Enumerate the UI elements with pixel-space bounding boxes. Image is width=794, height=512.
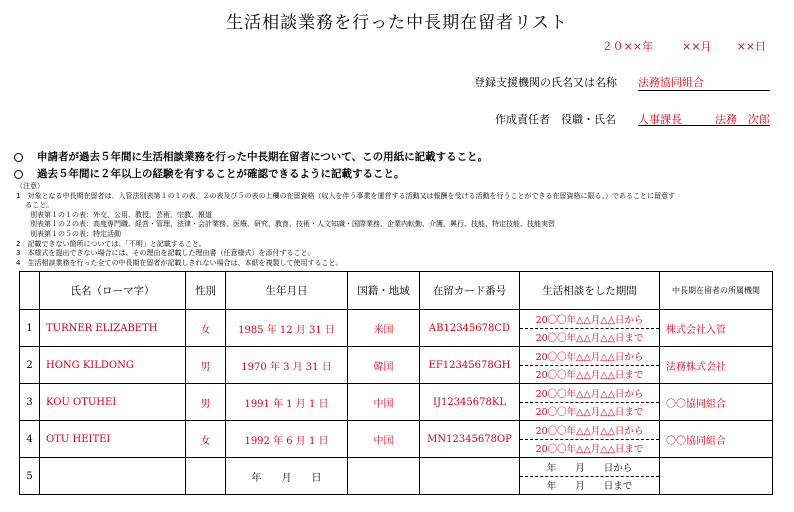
header-period: 生活相談をした期間 xyxy=(520,272,660,310)
row-number: 1 xyxy=(20,310,40,347)
row-nationality: 中国 xyxy=(348,421,420,458)
row-dob: 1992 年 6 月 1 日 xyxy=(226,421,348,458)
responsible-name: 法務 次郎 xyxy=(715,113,770,126)
note-line: 2 記載できない箇所については、「不明」と記載すること。 xyxy=(16,239,206,248)
date-day: ××日 xyxy=(736,40,766,53)
org-value: 法務協同組合 xyxy=(638,74,770,91)
note-line: 別表第１の２の表：高度専門職、経営・管理、法律・会計業務、医療、研究、教育、技術・人文知識・国際業務、企業内転勤、介護、興行、技能、特定技能、技能実習 xyxy=(16,220,555,229)
row-name: OTU HEITEI xyxy=(40,421,186,458)
date-month: ××月 xyxy=(682,40,712,53)
period-from: 20〇〇年△△月△△日から xyxy=(520,347,659,366)
row-period xyxy=(520,384,660,421)
row-name: KOU OTUHEI xyxy=(40,384,186,421)
row-period xyxy=(520,347,660,384)
header-name: 氏名（ローマ字） xyxy=(40,272,186,310)
period-from: 20〇〇年△△月△△日から xyxy=(520,384,659,403)
period-to: 年 月 日まで xyxy=(546,481,633,493)
header-card: 在留カード番号 xyxy=(420,272,520,310)
period-from: 20〇〇年△△月△△日から xyxy=(520,421,659,440)
table-row xyxy=(20,310,773,347)
row-sex: 女 xyxy=(186,421,226,458)
row-sex xyxy=(186,458,226,495)
period-to: 20〇〇年△△月△△日まで xyxy=(535,333,644,345)
row-dob: 1970 年 3 月 31 日 xyxy=(226,347,348,384)
row-org xyxy=(660,458,773,495)
row-dob: 年 月 日 xyxy=(226,458,348,495)
row-org: 〇〇協同組合 xyxy=(660,384,773,421)
org-label: 登録支援機関の氏名又は名称 xyxy=(474,76,617,89)
row-dob: 1991 年 1 月 1 日 xyxy=(226,384,348,421)
row-nationality: 米国 xyxy=(348,310,420,347)
table-row xyxy=(20,421,773,458)
note-line: 1 対象となる中長期在留者は、入管法別表第１の１の表、２の表及び５の表の上欄の在留資格（収入を伴う事業を運営する活動又は報酬を受ける活動を行うことができる在留資格に限る。）であることに留意す xyxy=(16,191,675,200)
notes-block xyxy=(16,182,675,268)
bullet-text: 過去５年間に２年以上の経験を有することが確認できるように記載すること。 xyxy=(37,168,405,180)
period-from: 20〇〇年△△月△△日から xyxy=(520,310,659,329)
row-number: 3 xyxy=(20,384,40,421)
row-card xyxy=(420,458,520,495)
row-card: MN12345678OP xyxy=(420,421,520,458)
header-sex: 性別 xyxy=(186,272,226,310)
row-name xyxy=(40,458,186,495)
period-to: 20〇〇年△△月△△日まで xyxy=(535,407,644,419)
table-row xyxy=(20,384,773,421)
row-sex: 女 xyxy=(186,310,226,347)
period-from: 年 月 日から xyxy=(520,458,659,477)
page-title: 生活相談業務を行った中長期在留者リスト xyxy=(226,13,568,33)
row-org: 株式会社入管 xyxy=(660,310,773,347)
row-number: 5 xyxy=(20,458,40,495)
row-period xyxy=(520,310,660,347)
row-card: EF12345678GH xyxy=(420,347,520,384)
row-period xyxy=(520,458,660,495)
date-line xyxy=(602,38,766,54)
period-to: 20〇〇年△△月△△日まで xyxy=(535,370,644,382)
bullet-instruction-2 xyxy=(14,166,405,181)
header-number xyxy=(20,272,40,310)
responsible-underline xyxy=(638,125,770,126)
row-nationality xyxy=(348,458,420,495)
period-to: 20〇〇年△△月△△日まで xyxy=(535,444,644,456)
row-name: TURNER ELIZABETH xyxy=(40,310,186,347)
row-nationality: 韓国 xyxy=(348,347,420,384)
note-line: 3 本様式を提出できない場合には、その理由を記載した理由書（任意様式）を添付すること。 xyxy=(16,249,315,258)
row-card: IJ12345678KL xyxy=(420,384,520,421)
row-number: 2 xyxy=(20,347,40,384)
circle-bullet-icon xyxy=(14,153,23,162)
note-line: 4 生活相談業務を行った全ての中長期在留者が記載しきれない場合は、本紙を複製して使用すること。 xyxy=(16,258,343,267)
row-nationality: 中国 xyxy=(348,384,420,421)
responsible-label: 作成責任者 役職・氏名 xyxy=(495,113,616,126)
row-org: 法務株式会社 xyxy=(660,347,773,384)
row-number: 4 xyxy=(20,421,40,458)
note-line: 別表第１の５の表：特定活動 xyxy=(16,229,121,238)
header-dob: 生年月日 xyxy=(226,272,348,310)
table-header-row xyxy=(20,272,773,310)
bullet-instruction-1 xyxy=(14,149,488,164)
row-org: 〇〇協同組合 xyxy=(660,421,773,458)
header-nationality: 国籍・地域 xyxy=(348,272,420,310)
date-year: ２０××年 xyxy=(601,40,654,53)
header-org: 中長期在留者の所属機関 xyxy=(660,272,773,310)
table-row xyxy=(20,458,773,495)
bullet-text: 申請者が過去５年間に生活相談業務を行った中長期在留者について、この用紙に記載すること。 xyxy=(37,151,489,163)
note-line: （注意） xyxy=(16,182,44,190)
row-period xyxy=(520,421,660,458)
table-row xyxy=(20,347,773,384)
note-line: 別表第１の１の表：外交、公用、教授、芸術、宗教、報道 xyxy=(16,210,212,219)
residents-table xyxy=(19,271,773,495)
circle-bullet-icon xyxy=(14,170,23,179)
row-card: AB12345678CD xyxy=(420,310,520,347)
note-line: ること。 xyxy=(16,201,54,210)
responsible-title: 人事課長 xyxy=(638,113,682,126)
row-sex: 男 xyxy=(186,384,226,421)
row-dob: 1985 年 12 月 31 日 xyxy=(226,310,348,347)
row-sex: 男 xyxy=(186,347,226,384)
row-name: HONG KILDONG xyxy=(40,347,186,384)
